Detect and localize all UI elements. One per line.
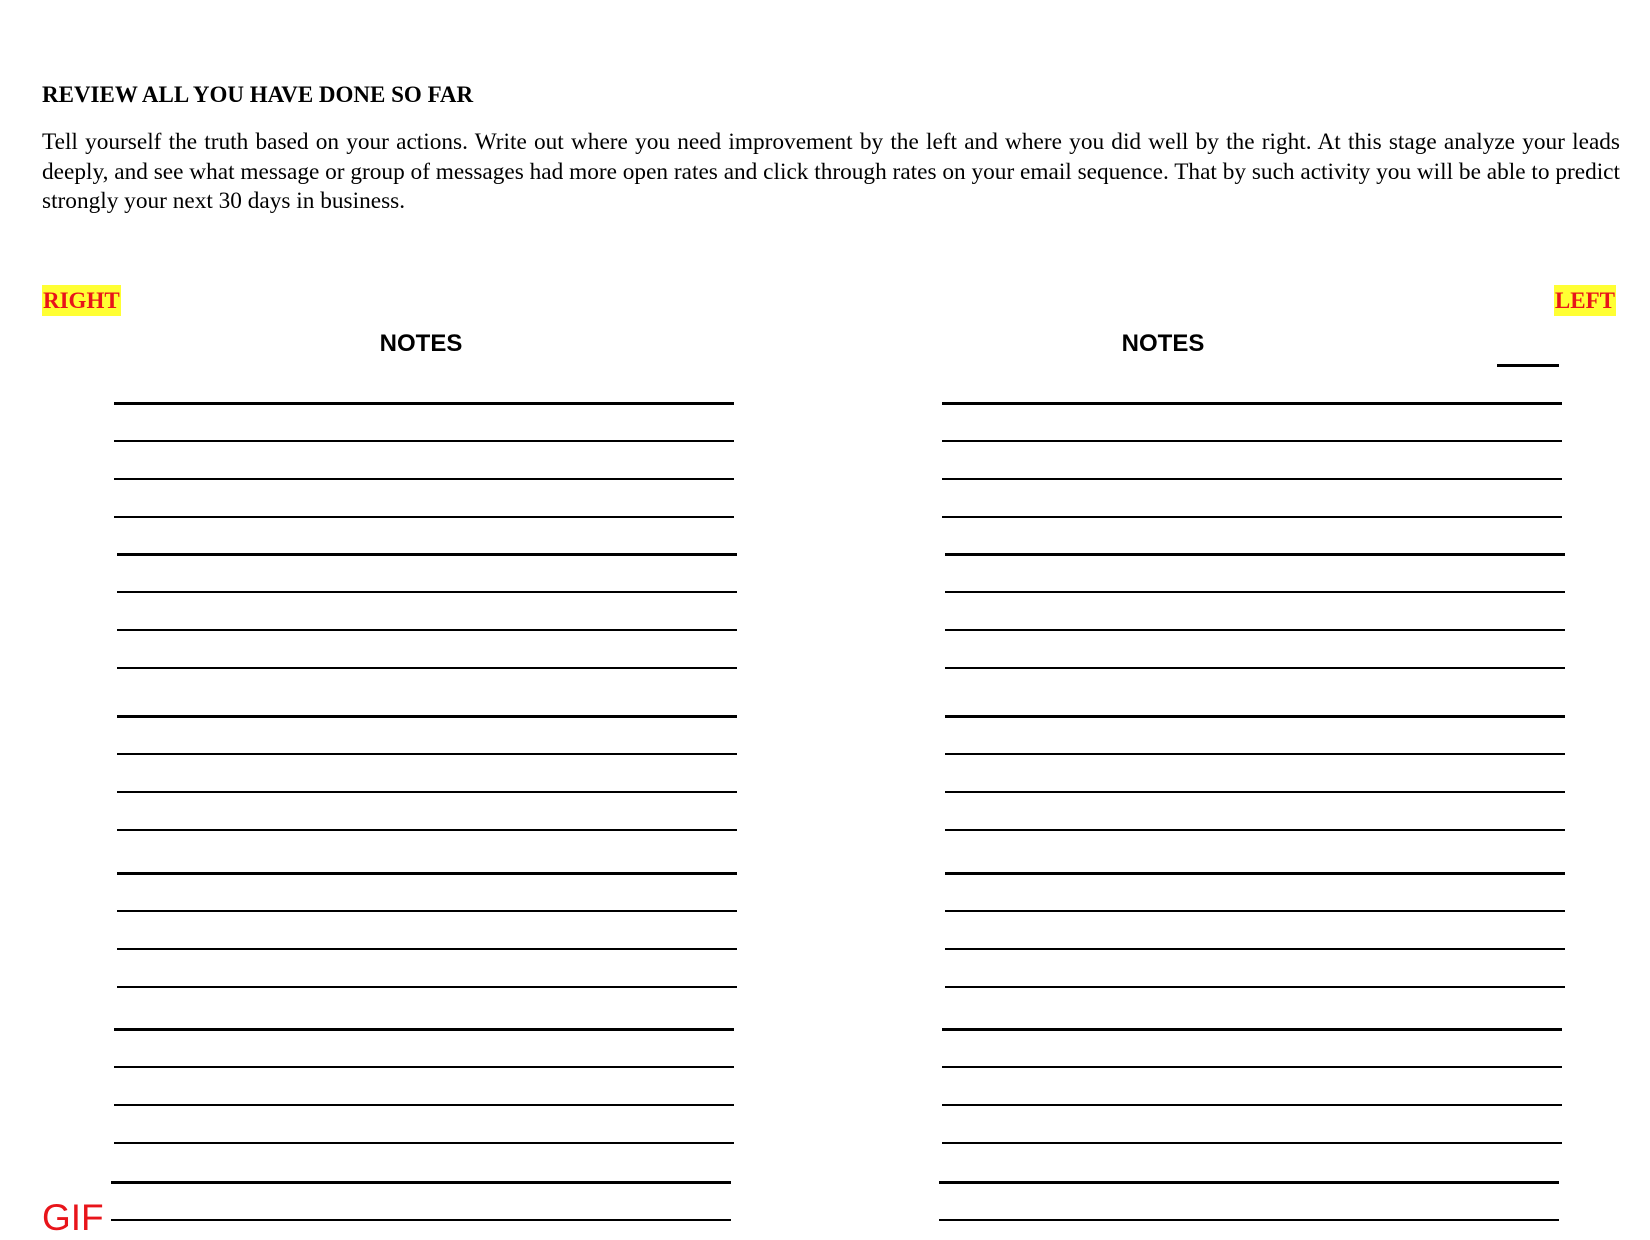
writing-line [117,791,737,793]
writing-line [111,1219,731,1221]
page-heading: REVIEW ALL YOU HAVE DONE SO FAR [42,82,474,107]
writing-line [114,1066,734,1068]
writing-line [942,440,1562,442]
writing-line [117,553,737,556]
writing-line [942,1104,1562,1106]
writing-line [117,629,737,631]
writing-line [117,872,737,875]
writing-line [942,478,1562,480]
writing-line [942,1028,1562,1031]
gift-text: GIF [42,1197,104,1238]
writing-line [114,440,734,442]
writing-line [945,791,1565,793]
writing-line [945,667,1565,669]
writing-line [945,591,1565,593]
writing-line [114,516,734,518]
writing-line [114,1028,734,1031]
writing-line [111,1181,731,1184]
short-rule [1497,364,1559,367]
writing-line [114,1142,734,1144]
writing-line [114,1104,734,1106]
writing-line [945,753,1565,755]
writing-line [945,910,1565,912]
writing-line [942,516,1562,518]
writing-line [942,1142,1562,1144]
writing-line [945,948,1565,950]
writing-line [942,402,1562,405]
writing-line [117,667,737,669]
left-label: LEFT [1554,285,1616,316]
writing-line [117,591,737,593]
writing-line [114,478,734,480]
writing-line [117,910,737,912]
writing-line [114,402,734,405]
writing-line [945,715,1565,718]
writing-line [117,753,737,755]
writing-line [945,829,1565,831]
writing-line [117,948,737,950]
notes-heading-left: NOTES [379,330,463,357]
writing-line [945,986,1565,988]
writing-line [945,872,1565,875]
writing-line [117,829,737,831]
writing-line [939,1181,1559,1184]
writing-line [117,715,737,718]
notes-heading-right: NOTES [1121,330,1205,357]
writing-line [939,1219,1559,1221]
instructions-paragraph: Tell yourself the truth based on your actions. Write out where you need improvement by the left and where you did well by the right. At this stage analyze your leads deeply, and see what message or group of messages had more open rates and click through rates on your email sequence. That by such activity you will be able to predict strongly your next 30 days in business. [42,129,1620,215]
writing-line [117,986,737,988]
writing-line [945,553,1565,556]
writing-line [942,1066,1562,1068]
writing-line [945,629,1565,631]
right-label: RIGHT [42,285,121,316]
